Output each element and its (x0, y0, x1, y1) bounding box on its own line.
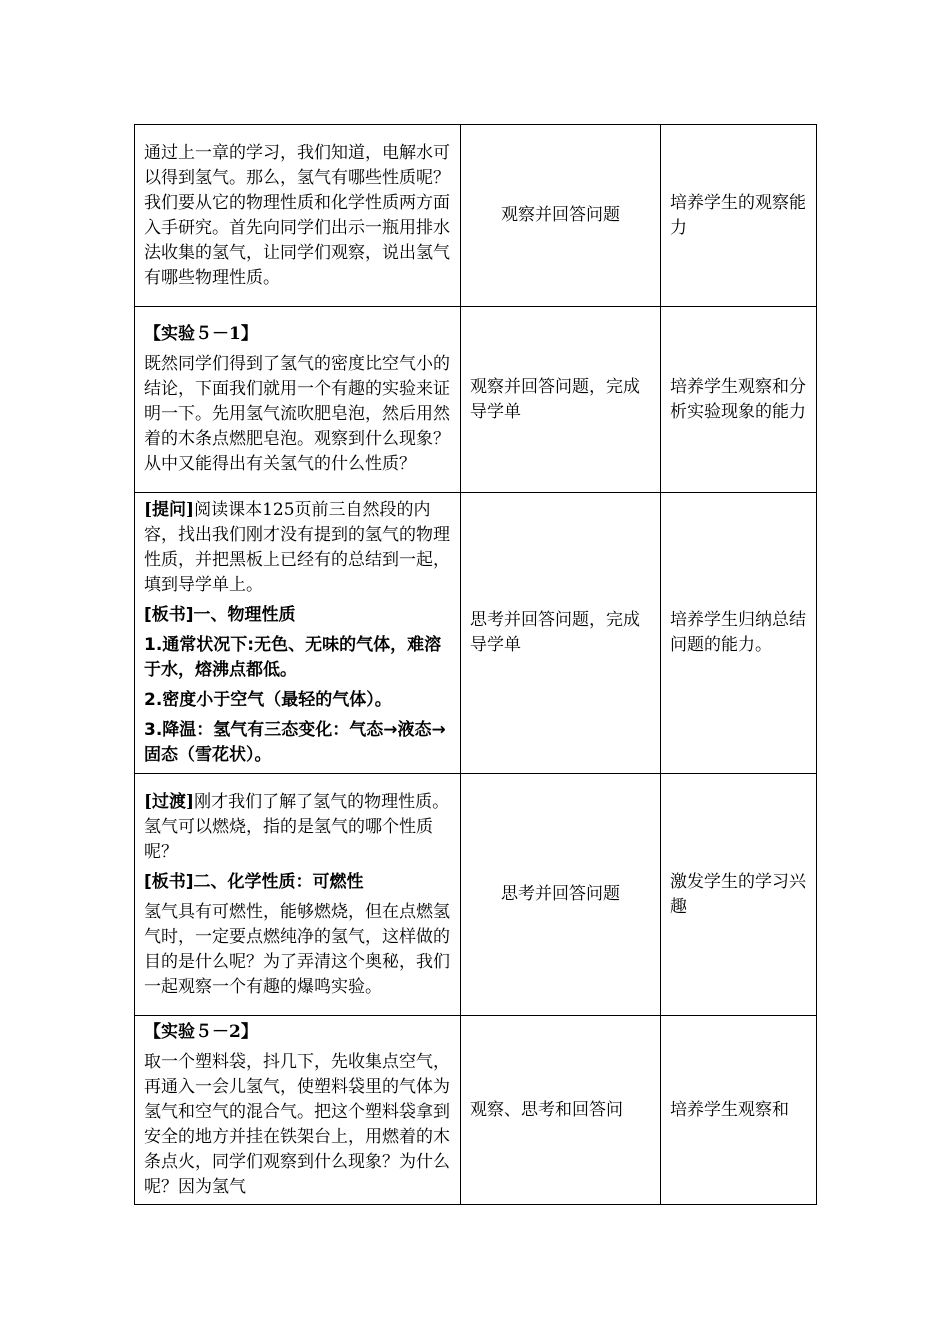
transition-tag: [过渡] (144, 791, 195, 812)
teacher-text: 氢气具有可燃性，能够燃烧，但在点燃氢气时，一定要点燃纯净的氢气，这样做的目的是什么呢？为了弄清这个奥秘，我们一起观察一个有趣的爆鸣实验。 (144, 901, 450, 997)
design-intent-cell: 培养学生观察和 (661, 1016, 817, 1205)
teacher-activity-cell (135, 774, 461, 1016)
student-activity-cell: 思考并回答问题，完成导学单 (461, 493, 661, 774)
table-row (135, 774, 817, 1016)
student-activity-cell: 观察、思考和回答问 (461, 1016, 661, 1205)
design-intent-cell: 培养学生的观察能力 (661, 125, 817, 307)
design-intent-cell: 激发学生的学习兴趣 (661, 774, 817, 1016)
student-activity-cell: 思考并回答问题 (461, 774, 661, 1016)
table-row (135, 493, 817, 774)
board-heading: [板书]一、物理性质 (144, 605, 296, 625)
design-intent-cell: 培养学生观察和分析实验现象的能力 (661, 307, 817, 493)
teacher-text: 取一个塑料袋，抖几下，先收集点空气，再通入一会儿氢气，使塑料袋里的气体为氢气和空气的混合气。把这个塑料袋拿到安全的地方并挂在铁架台上，用燃着的木条点火，同学们观察到什么现象？为什么呢？因为氢气 (144, 1052, 450, 1197)
teacher-activity-cell (135, 1016, 461, 1205)
teacher-activity-cell (135, 307, 461, 493)
board-item: 2.密度小于空气（最轻的气体）。 (144, 690, 392, 710)
teacher-text: 通过上一章的学习，我们知道，电解水可以得到氢气。那么，氢气有哪些性质呢？我们要从它的物理性质和化学性质两方面入手研究。首先向同学们出示一瓶用排水法收集的氢气，让同学们观察，说出氢气有哪些物理性质。 (144, 142, 450, 288)
question-text: 阅读课本125页前三自然段的内容，找出我们刚才没有提到的氢气的物理性质，并把黑板上已经有的总结到一起，填到导学单上。 (144, 500, 450, 595)
experiment-heading: 【实验５－1】 (144, 324, 258, 344)
design-intent-cell: 培养学生归纳总结问题的能力。 (661, 493, 817, 774)
teacher-text (144, 790, 451, 865)
student-activity-cell: 观察并回答问题 (461, 125, 661, 307)
teacher-text (144, 498, 451, 598)
board-heading: [板书]二、化学性质：可燃性 (144, 871, 364, 892)
board-item: 3.降温：氢气有三态变化：气态→液态→固态（雪花状）。 (144, 720, 446, 765)
student-activity-cell: 观察并回答问题，完成导学单 (461, 307, 661, 493)
teacher-activity-cell (135, 125, 461, 307)
teacher-text: 既然同学们得到了氢气的密度比空气小的结论，下面我们就用一个有趣的实验来证明一下。先用氢气流吹肥皂泡，然后用然着的木条点燃肥皂泡。观察到什么现象？从中又能得出有关氢气的什么性质？ (144, 354, 450, 474)
table-row (135, 1016, 817, 1205)
table-row (135, 307, 817, 493)
lesson-plan-table (134, 124, 817, 1205)
table-row (135, 125, 817, 307)
board-item: 1.通常状况下:无色、无味的气体，难溶于水，熔沸点都低。 (144, 635, 442, 680)
transition-text: 刚才我们了解了氢气的物理性质。氢气可以燃烧，指的是氢气的哪个性质呢？ (144, 791, 450, 862)
experiment-heading: 【实验５－2】 (144, 1022, 258, 1042)
teacher-activity-cell (135, 493, 461, 774)
question-tag: [提问] (144, 500, 195, 520)
